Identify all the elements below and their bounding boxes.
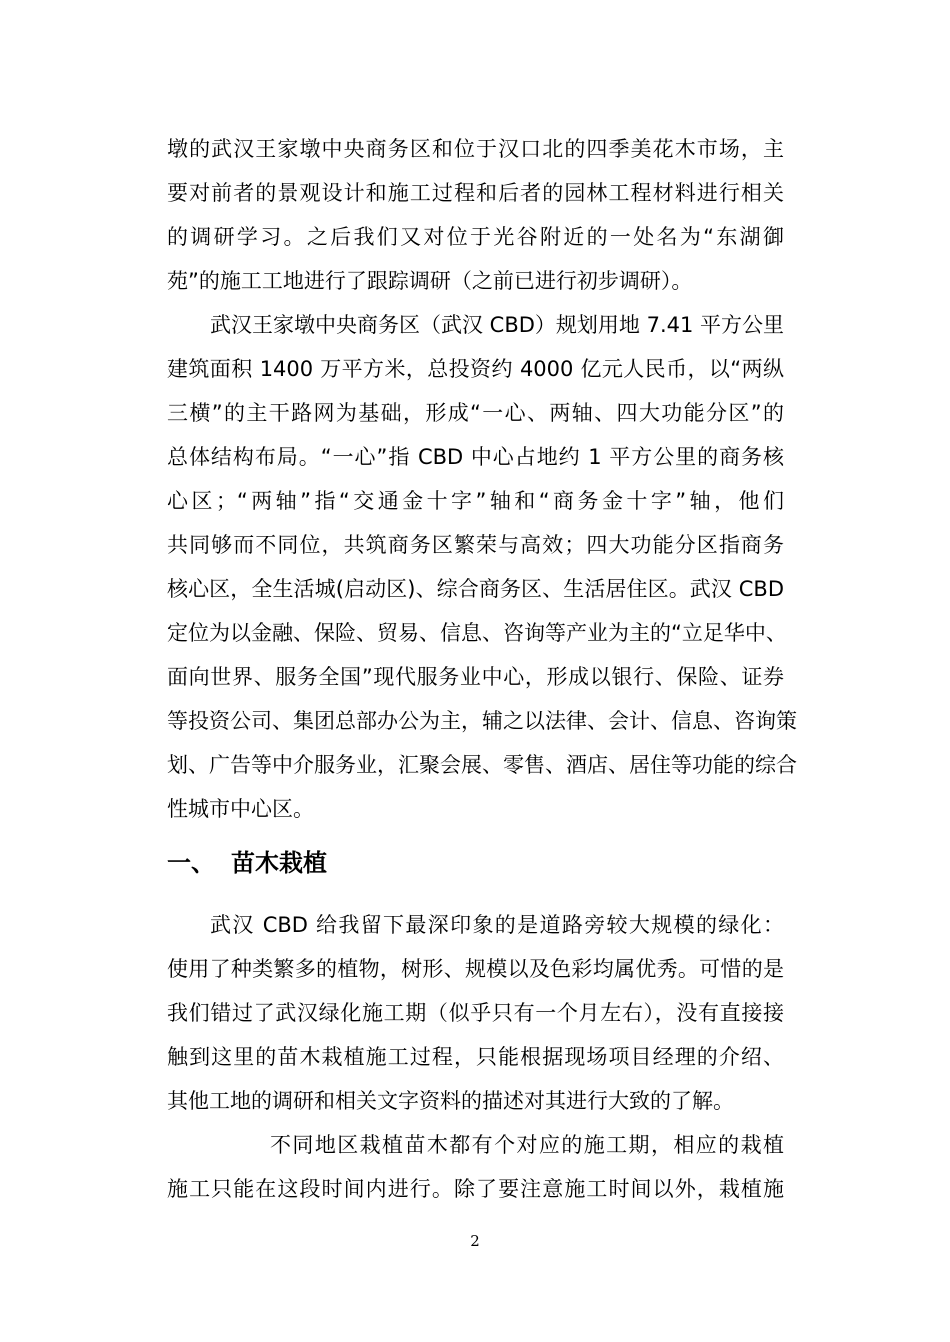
paragraph-line: 面向世界、服务全国”现代服务业中心，形成以银行、保险、证券 — [167, 665, 784, 689]
paragraph-line: 的调研学习。之后我们又对位于光谷附近的一处名为“东湖御 — [167, 225, 784, 249]
paragraph-line: 触到这里的苗木栽植施工过程，只能根据现场项目经理的介绍、 — [167, 1045, 784, 1069]
paragraph-line: 核心区，全生活城(启动区)、综合商务区、生活居住区。武汉 CBD — [167, 577, 784, 601]
paragraph-1 — [167, 131, 784, 307]
section-heading — [167, 833, 784, 897]
paragraph-line: 划、广告等中介服务业，汇聚会展、零售、酒店、居住等功能的综合 — [167, 753, 797, 777]
page-number: 2 — [470, 1232, 480, 1250]
paragraph-line: 其他工地的调研和相关文字资料的描述对其进行大致的了解。 — [167, 1089, 734, 1113]
paragraph-line: 要对前者的景观设计和施工过程和后者的园林工程材料进行相关 — [167, 181, 784, 205]
section-number: 一、 — [167, 849, 215, 877]
paragraph-line: 等投资公司、集团总部办公为主，辅之以法律、会计、信息、咨询策 — [167, 709, 797, 733]
section-title: 苗木栽植 — [231, 849, 327, 877]
paragraph-line: 墩的武汉王家墩中央商务区和位于汉口北的四季美花木市场，主 — [167, 137, 784, 161]
paragraph-line: 共同够而不同位，共筑商务区繁荣与高效；四大功能分区指商务 — [167, 533, 784, 557]
section-paragraph-2 — [167, 1127, 784, 1215]
paragraph-line: 性城市中心区。 — [167, 797, 314, 821]
document-body — [167, 131, 797, 1215]
paragraph-line: 三横”的主干路网为基础，形成“一心、两轴、四大功能分区”的 — [167, 401, 784, 425]
section-paragraph-1 — [167, 907, 784, 1127]
paragraph-line: 定位为以金融、保险、贸易、信息、咨询等产业为主的“立足华中、 — [167, 621, 787, 645]
paragraph-line: 不同地区栽植苗木都有个对应的施工期，相应的栽植 — [270, 1133, 784, 1157]
paragraph-line: 我们错过了武汉绿化施工期（似乎只有一个月左右），没有直接接 — [167, 1001, 784, 1025]
paragraph-line: 武汉 CBD 给我留下最深印象的是道路旁较大规模的绿化： — [210, 913, 784, 937]
paragraph-line: 武汉王家墩中央商务区（武汉 CBD）规划用地 7.41 平方公里 — [210, 313, 785, 337]
paragraph-line: 心区；“两轴”指“交通金十字”轴和“商务金十字”轴，他们 — [167, 489, 784, 513]
paragraph-line: 建筑面积 1400 万平方米，总投资约 4000 亿元人民币，以“两纵 — [167, 357, 784, 381]
paragraph-line: 苑”的施工工地进行了跟踪调研（之前已进行初步调研）。 — [167, 269, 693, 293]
paragraph-2 — [167, 307, 797, 835]
paragraph-line: 总体结构布局。“一心”指 CBD 中心占地约 1 平方公里的商务核 — [167, 445, 784, 469]
paragraph-line: 使用了种类繁多的植物，树形、规模以及色彩均属优秀。可惜的是 — [167, 957, 784, 981]
paragraph-line: 施工只能在这段时间内进行。除了要注意施工时间以外，栽植施 — [167, 1177, 784, 1201]
